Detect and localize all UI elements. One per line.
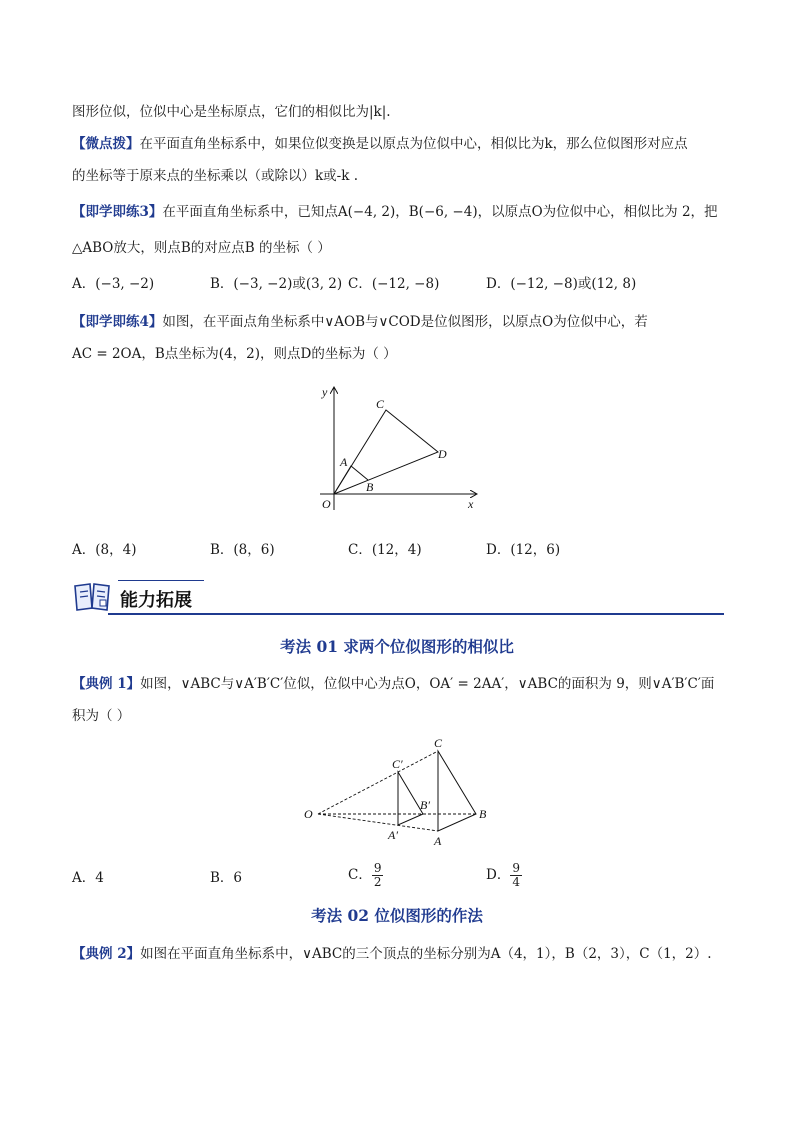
label-o: O (322, 497, 331, 511)
method1-title: 考法 01 求两个位似图形的相似比 (280, 637, 514, 656)
practice4-figure (300, 380, 490, 515)
example1-option-b: B．6 (210, 870, 243, 886)
practice3-tag: 【即学即练3】 (72, 204, 163, 220)
practice4-tag: 【即学即练4】 (72, 314, 163, 330)
book-icon (72, 580, 112, 612)
label-c: C (376, 397, 385, 411)
option-c-label: C． (348, 867, 372, 883)
triangle-aob (334, 466, 368, 494)
method2-title: 考法 02 位似图形的作法 (311, 906, 483, 925)
label-x: x (468, 497, 474, 511)
option-c-fraction: $\frac{9}{2}$ (373, 861, 382, 889)
practice3-text-1: 在平面直角坐标系中，已知点A(−4, 2)，B(−6, −4)，以原点O为位似中心，相似比为 2，把 (162, 204, 718, 220)
example1-option-d (486, 862, 522, 889)
triangle-abc (438, 751, 476, 831)
example1-text-1: 如图，∨ABC与∨A′B′C′位似，位似中心为点O，OA′ = 2AA′，∨ABC的面积为 9，则∨A′B′C′面 (140, 676, 715, 692)
example1-option-c (348, 862, 383, 889)
label-a-prime: A′ (388, 828, 398, 842)
example1-line-2: 积为（ ） (72, 708, 131, 724)
practice4-option-a: A．(8，4) (72, 542, 137, 558)
label-a: A (340, 455, 348, 469)
example2-line-1 (72, 944, 712, 964)
practice4-line-1 (72, 312, 648, 332)
practice3-option-b: B．(−3, −2)或(3, 2) (210, 276, 343, 292)
label-b: B (366, 480, 374, 494)
intro-line-1: 图形位似，位似中心是坐标原点，它们的相似比为|k|. (72, 104, 391, 120)
triangle-cod (334, 410, 438, 494)
label-c-prime: C′ (392, 757, 403, 771)
practice3-line-1 (72, 202, 718, 222)
label-a: A (434, 834, 442, 848)
example1-option-a: A．4 (72, 870, 104, 886)
banner-title: 能力拓展 (120, 590, 192, 611)
banner-bottom-rule (108, 613, 724, 615)
example1-figure (300, 735, 500, 850)
example2-tag: 【典例 2】 (72, 946, 141, 962)
practice3-line-2: △ABO放大，则点B的对应点B 的坐标（ ） (72, 240, 331, 256)
label-y: y (322, 385, 328, 399)
tip-line-2: 的坐标等于原来点的坐标乘以（或除以）k或-k . (72, 168, 359, 184)
tip-text-1: 在平面直角坐标系中，如果位似变换是以原点为位似中心，相似比为k，那么位似图形对应点 (139, 136, 688, 152)
option-d-label: D． (486, 867, 511, 883)
practice4-option-d: D．(12，6) (486, 542, 561, 558)
section-banner (72, 576, 724, 616)
tip-tag: 【微点拨】 (72, 136, 140, 152)
practice3-option-d: D．(−12, −8)或(12, 8) (486, 276, 637, 292)
option-d-fraction: $\frac{9}{4}$ (512, 861, 520, 889)
example1-tag: 【典例 1】 (72, 676, 141, 692)
tip-line-1 (72, 134, 688, 154)
label-b: B (479, 807, 487, 821)
example2-text-1: 如图在平面直角坐标系中，∨ABC的三个顶点的坐标分别为A（4，1），B（2，3），C（1，2）. (140, 946, 712, 962)
label-b-prime: B′ (420, 798, 430, 812)
practice3-option-c: C．(−12, −8) (348, 276, 440, 292)
practice4-option-c: C．(12，4) (348, 542, 422, 558)
label-d: D (438, 447, 447, 461)
practice3-option-a: A．(−3, −2) (72, 276, 155, 292)
label-c: C (434, 736, 443, 750)
practice4-text-1: 如图，在平面点角坐标系中∨AOB与∨COD是位似图形，以原点O为位似中心，若 (162, 314, 648, 330)
banner-top-rule (118, 580, 204, 581)
practice4-line-2: AC = 2OA，B点坐标为(4，2)，则点D的坐标为（ ） (72, 346, 397, 362)
label-o: O (304, 807, 313, 821)
practice4-option-b: B．(8，6) (210, 542, 275, 558)
example1-line-1 (72, 674, 714, 694)
